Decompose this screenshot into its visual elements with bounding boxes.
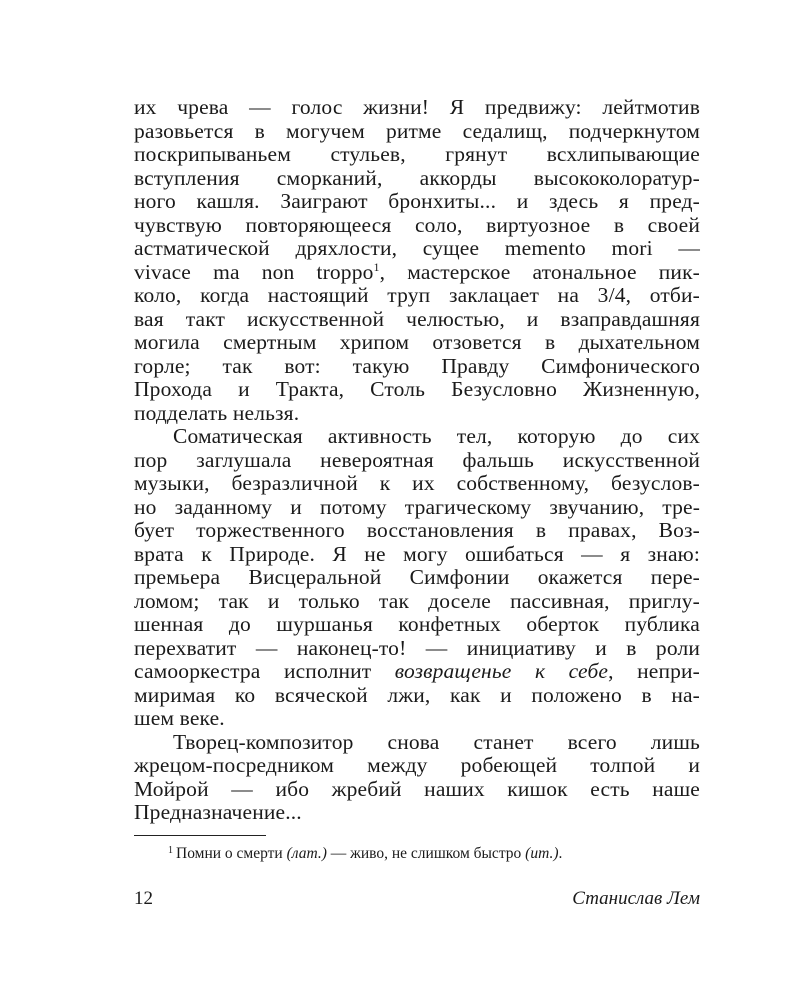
text-line: перехватит — наконец-то! — инициативу и в роли: [134, 635, 700, 660]
text-line: жрецом-посредником между робеющей толпой и: [134, 753, 700, 777]
text-line: миримая ко всяческой лжи, как и положено в на-: [134, 682, 700, 707]
text-line: вступления сморканий, аккорды высококолоратур-: [134, 165, 700, 190]
page-body: [134, 96, 700, 825]
text-line: Предназначение...: [134, 800, 302, 824]
paragraph-3: [134, 731, 700, 825]
text-line: ного кашля. Заиграют бронхиты... и здесь я пред-: [134, 189, 700, 213]
text-segment: , непри-: [608, 659, 700, 683]
running-footer-author: Станислав Лем: [572, 888, 700, 909]
text-line: вая такт искусственной челюстью, и взаправдашняя: [134, 306, 700, 331]
footnote-marker: 1: [168, 845, 173, 856]
footnote-divider: [134, 835, 266, 836]
text-line: чувствую повторяющееся соло, виртуозное в своей: [134, 212, 700, 237]
footnote-language-note: (лат.): [286, 845, 327, 862]
text-line: пор заглушала невероятная фальшь искусственной: [134, 447, 700, 472]
text-line: Творец-композитор снова станет всего лишь: [173, 729, 700, 754]
footnote-text: .: [558, 845, 563, 862]
text-line: горле; так вот: такую Правду Симфонического: [134, 353, 700, 378]
footnote: [168, 845, 562, 863]
page-number: 12: [134, 888, 153, 909]
text-line: шенная до шуршанья конфетных оберток публика: [134, 612, 700, 636]
text-line: подделать нельзя.: [134, 400, 300, 425]
paragraph-1: [134, 96, 700, 425]
text-line: премьера Висцеральной Симфонии окажется пере-: [134, 565, 700, 589]
text-line: могила смертным хрипом отзовется в дыхательном: [134, 330, 700, 354]
text-segment: , мастерское атональное пик-: [379, 259, 700, 284]
text-line: разовьется в могучем ритме седалищ, подчеркнутом: [134, 118, 700, 143]
footnote-reference[interactable]: 1: [373, 259, 380, 274]
text-line: Прохода и Тракта, Столь Безусловно Жизненную,: [134, 377, 700, 401]
footnote-text: Помни о смерти: [176, 845, 287, 862]
text-line: ломом; так и только так доселе пассивная, приглу-: [134, 588, 700, 613]
text-line: врата к Природе. Я не могу ошибаться — я знаю:: [134, 541, 700, 566]
paragraph-2: [134, 425, 700, 731]
text-line: [134, 660, 700, 684]
text-line: бует торжественного восстановления в правах, Воз-: [134, 518, 700, 542]
text-line: их чрева — голос жизни! Я предвижу: лейтмотив: [134, 95, 700, 119]
text-line: музыки, безразличной к их собственному, безуслов-: [134, 471, 700, 495]
text-line: [134, 261, 700, 285]
text-line: шем веке.: [134, 706, 225, 730]
footnote-language-note: (ит.): [525, 845, 559, 862]
text-line: коло, когда настоящий труп заклацает на 3/4, отби-: [134, 283, 700, 307]
text-segment: vivace ma non troppo: [134, 259, 374, 284]
text-line: Соматическая активность тел, которую до сих: [173, 424, 700, 448]
text-line: Мойрой — ибо жребий наших кишок есть наше: [134, 776, 700, 801]
footnote-text: — живо, не слишком быстро: [326, 845, 526, 862]
text-segment: самооркестра исполнит: [134, 659, 395, 683]
text-line: поскрипываньем стульев, грянут всхлипывающие: [134, 142, 700, 166]
text-line: астматической дряхлости, сущее memento mori —: [134, 236, 700, 260]
italic-phrase: возвращенье к себе: [394, 659, 609, 683]
text-line: но заданному и потому трагическому звучанию, тре-: [134, 494, 700, 519]
